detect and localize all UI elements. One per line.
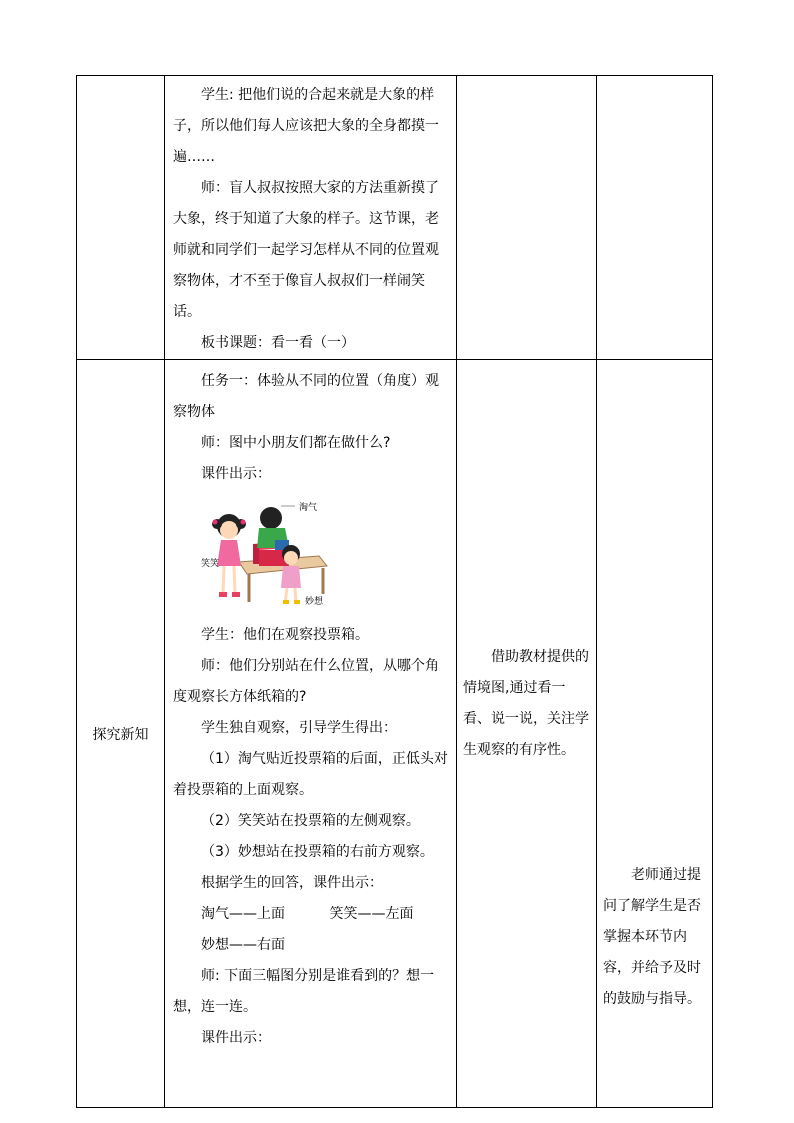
assessment-note: 老师通过提问了解学生是否掌握本环节内容，并给予及时的鼓励与指导。 <box>603 867 701 1007</box>
paragraph: 板书课题：看一看（一） <box>201 335 355 351</box>
design-cell-empty <box>457 76 597 360</box>
paragraph: 任务一：体验从不同的位置（角度）观察物体 <box>173 373 439 420</box>
table-row <box>77 360 713 1108</box>
stage-label: 探究新知 <box>92 726 149 743</box>
design-intent-cell <box>457 360 597 1108</box>
assessment-cell-empty <box>597 76 713 360</box>
design-note: 借助教材提供的情境图,通过看一看、说一说，关注学生观察的有序性。 <box>463 649 589 758</box>
label-taoqi: 淘气 <box>299 503 318 513</box>
lesson-plan-table <box>76 75 713 1108</box>
paragraph: 师：盲人叔叔按照大家的方法重新摸了大象，终于知道了大象的样子。这节课，老师就和同学们一起学习怎样从不同的位置观察物体，才不至于像盲人叔叔们一样闹笑话。 <box>173 180 439 320</box>
paragraph: 学生：他们在观察投票箱。 <box>201 627 369 643</box>
label-miaoxiang: 妙想 <box>305 597 324 607</box>
paragraph: 师：图中小朋友们都在做什么? <box>201 435 391 451</box>
paragraph: （2）笑笑站在投票箱的左侧观察。 <box>201 813 420 829</box>
activity-cell <box>165 76 457 360</box>
paragraph: 淘气——上面 笑笑——左面 <box>201 906 414 922</box>
paragraph: 师：他们分别站在什么位置，从哪个角度观察长方体纸箱的? <box>173 658 439 705</box>
paragraph: （3）妙想站在投票箱的右前方观察。 <box>201 844 434 860</box>
children-observing-box-illustration <box>201 496 331 614</box>
paragraph: 学生: 把他们说的合起来就是大象的样子，所以他们每人应该把大象的全身都摸一遍…… <box>173 87 439 165</box>
paragraph: 课件出示： <box>201 466 271 482</box>
paragraph: （1）淘气贴近投票箱的后面，正低头对着投票箱的上面观察。 <box>173 751 448 798</box>
paragraph: 根据学生的回答，课件出示： <box>201 875 383 891</box>
paragraph: 课件出示： <box>201 1030 271 1046</box>
paragraph: 师: 下面三幅图分别是谁看到的？想一想，连一连。 <box>173 968 435 1015</box>
activity-cell <box>165 360 457 1108</box>
paragraph: 妙想——右面 <box>201 937 285 953</box>
stage-cell-empty <box>77 76 165 360</box>
label-xiaoxiao: 笑笑 <box>201 559 220 569</box>
table-row <box>77 76 713 360</box>
stage-cell <box>77 360 165 1108</box>
paragraph: 学生独自观察，引导学生得出： <box>201 720 397 736</box>
assessment-cell <box>597 360 713 1108</box>
